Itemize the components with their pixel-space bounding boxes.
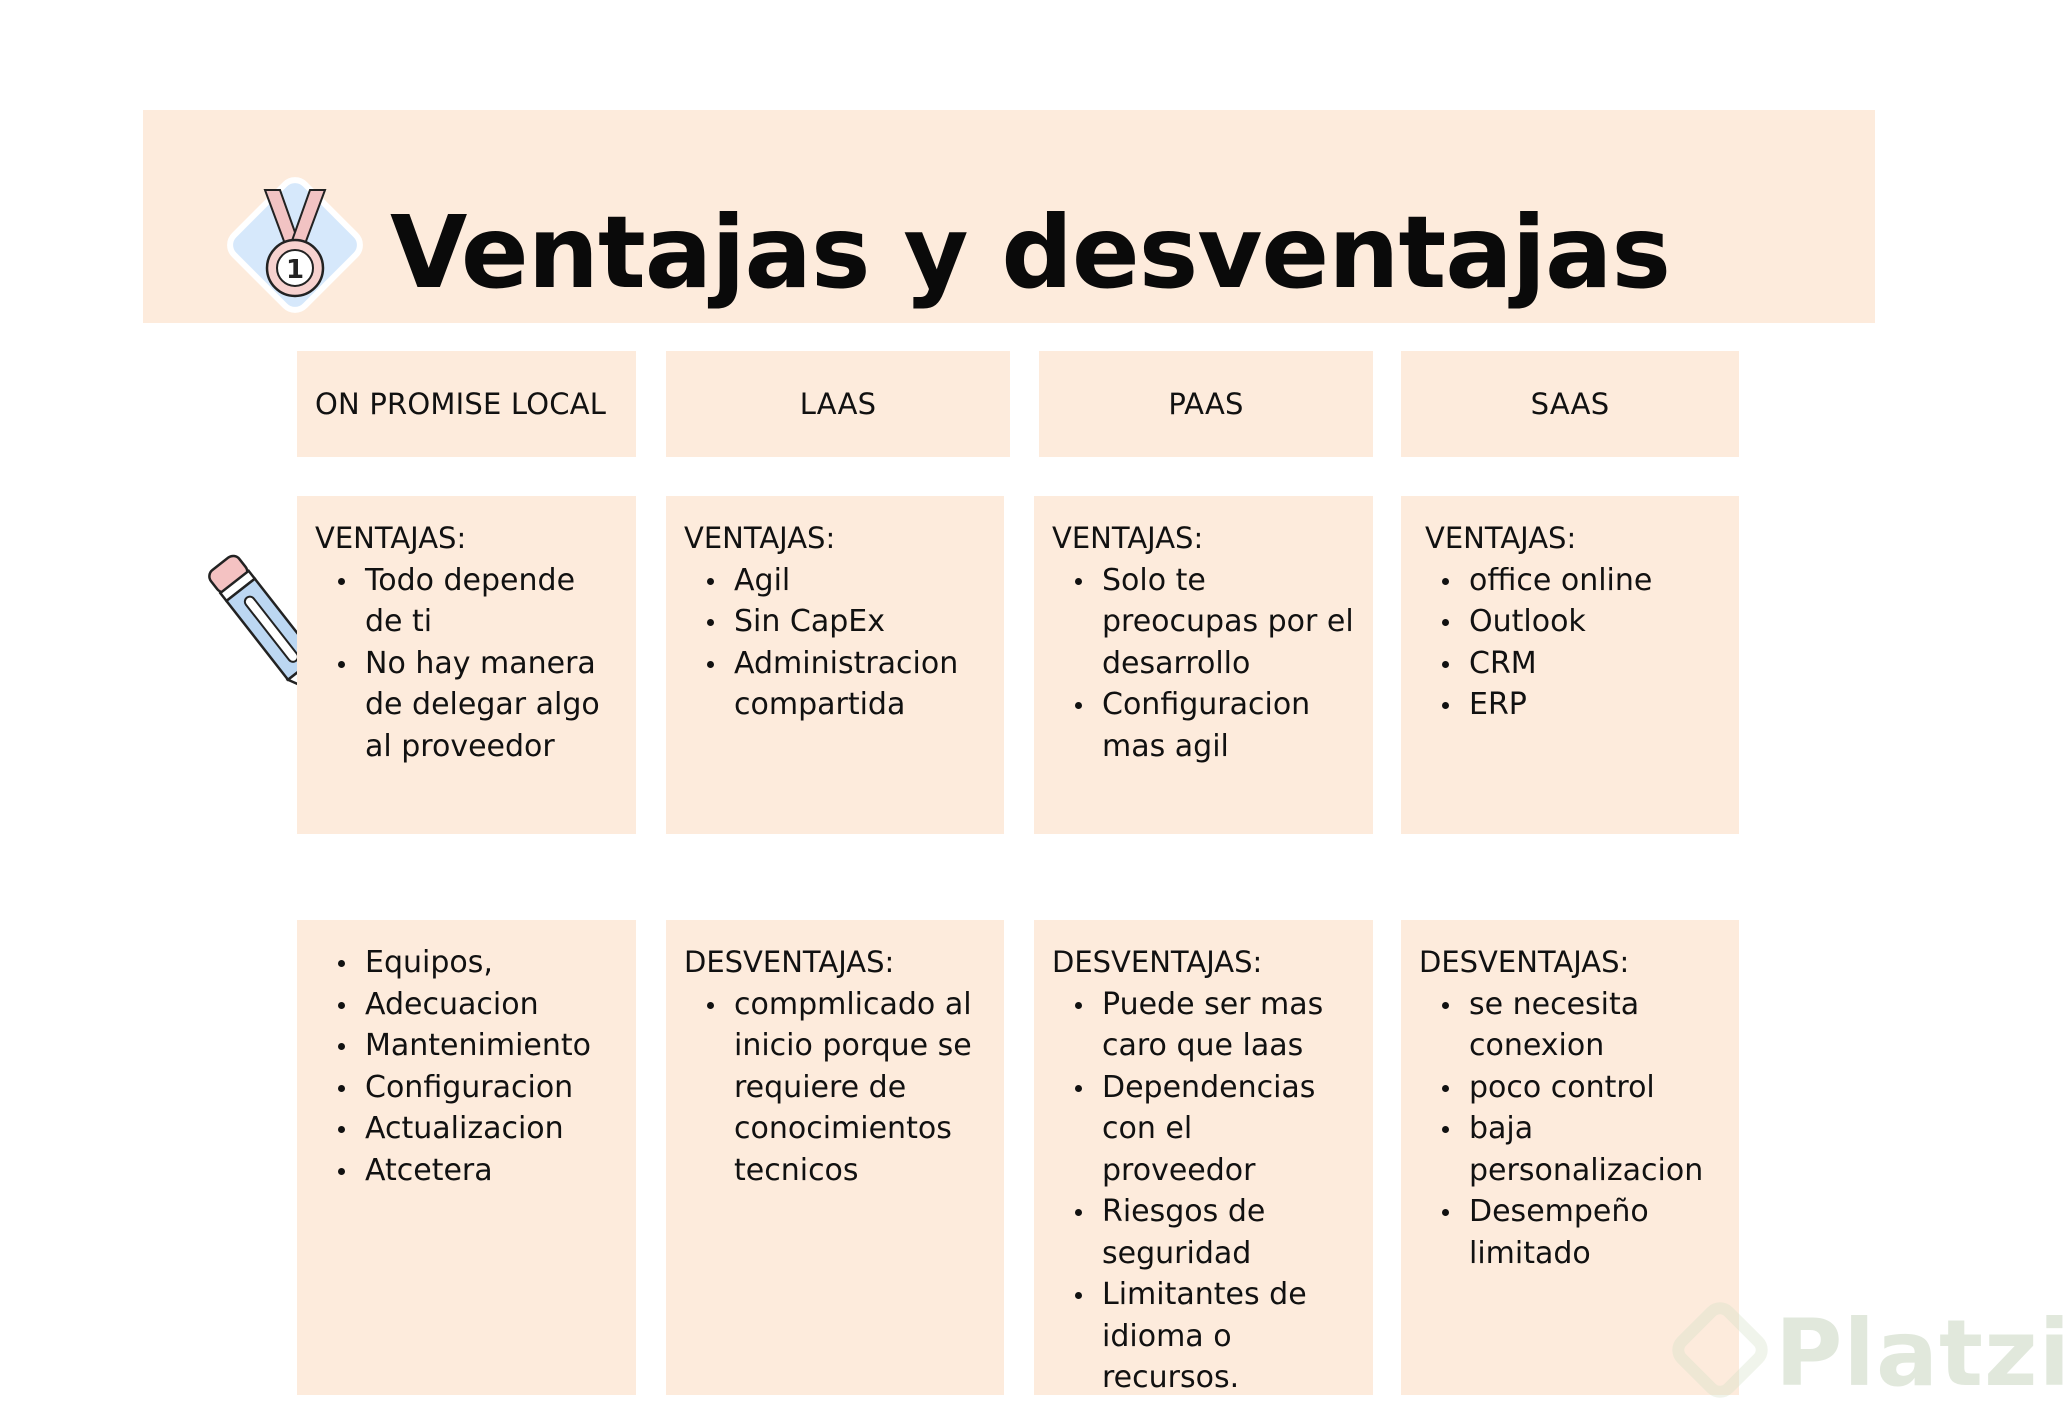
list-item: Outlook [1469, 601, 1721, 643]
list-item: Todo depende de ti [365, 560, 618, 643]
list-item: Limitantes de idioma o recursos. [1102, 1274, 1355, 1399]
desventajas-card-paas [1034, 920, 1373, 1395]
column-header-laas: LAAS [666, 351, 1010, 457]
list-item: Equipos, [365, 942, 618, 984]
ventajas-card-laas [666, 496, 1004, 834]
page-title: Ventajas y desventajas [390, 194, 1671, 311]
list-item: Configuracion mas agil [1102, 684, 1355, 767]
list-item: se necesita conexion [1469, 984, 1721, 1067]
ventajas-list [1425, 560, 1721, 726]
list-item: Dependencias con el proveedor [1102, 1067, 1355, 1192]
list-item: Adecuacion [365, 984, 618, 1026]
list-item: baja personalizacion [1469, 1108, 1721, 1191]
list-item: Sin CapEx [734, 601, 986, 643]
platzi-logo-icon [1665, 1295, 1775, 1405]
desventajas-list [1052, 984, 1355, 1399]
watermark-text: Platzi [1775, 1300, 2071, 1407]
list-item: Riesgos de seguridad [1102, 1191, 1355, 1274]
list-item: Administracion compartida [734, 643, 986, 726]
desventajas-label: DESVENTAJAS: [1419, 945, 1630, 979]
desventajas-list [315, 942, 618, 1191]
desventajas-label: DESVENTAJAS: [684, 945, 895, 979]
list-item: ERP [1469, 684, 1721, 726]
ventajas-card-saas [1401, 496, 1739, 834]
list-item: Configuracion [365, 1067, 618, 1109]
list-item: Atcetera [365, 1150, 618, 1192]
column-header-paas: PAAS [1039, 351, 1373, 457]
ventajas-label: VENTAJAS: [684, 521, 836, 555]
list-item: No hay manera de delegar algo al proveedor [365, 643, 618, 768]
list-item: CRM [1469, 643, 1721, 685]
ventajas-card-on-promise [297, 496, 636, 834]
list-item: office online [1469, 560, 1721, 602]
ventajas-label: VENTAJAS: [1052, 521, 1204, 555]
desventajas-card-on-promise [297, 920, 636, 1395]
ventajas-card-paas [1034, 496, 1373, 834]
list-item: Agil [734, 560, 986, 602]
ventajas-list [684, 560, 986, 726]
ventajas-label: VENTAJAS: [1425, 521, 1577, 555]
desventajas-card-laas [666, 920, 1004, 1395]
list-item: Mantenimiento [365, 1025, 618, 1067]
list-item: poco control [1469, 1067, 1721, 1109]
list-item: Puede ser mas caro que laas [1102, 984, 1355, 1067]
ventajas-list [1052, 560, 1355, 768]
desventajas-list [1419, 984, 1721, 1275]
list-item: Actualizacion [365, 1108, 618, 1150]
desventajas-label: DESVENTAJAS: [1052, 945, 1263, 979]
column-header-saas: SAAS [1401, 351, 1739, 457]
svg-text:1: 1 [285, 255, 305, 285]
list-item: Desempeño limitado [1469, 1191, 1721, 1274]
medal-icon [210, 160, 380, 330]
desventajas-list [684, 984, 986, 1192]
list-item: compmlicado al inicio porque se requiere de conocimientos tecnicos [734, 984, 986, 1192]
ventajas-list [315, 560, 618, 768]
list-item: Solo te preocupas por el desarrollo [1102, 560, 1355, 685]
ventajas-label: VENTAJAS: [315, 521, 467, 555]
column-header-on-promise: ON PROMISE LOCAL [297, 351, 636, 457]
